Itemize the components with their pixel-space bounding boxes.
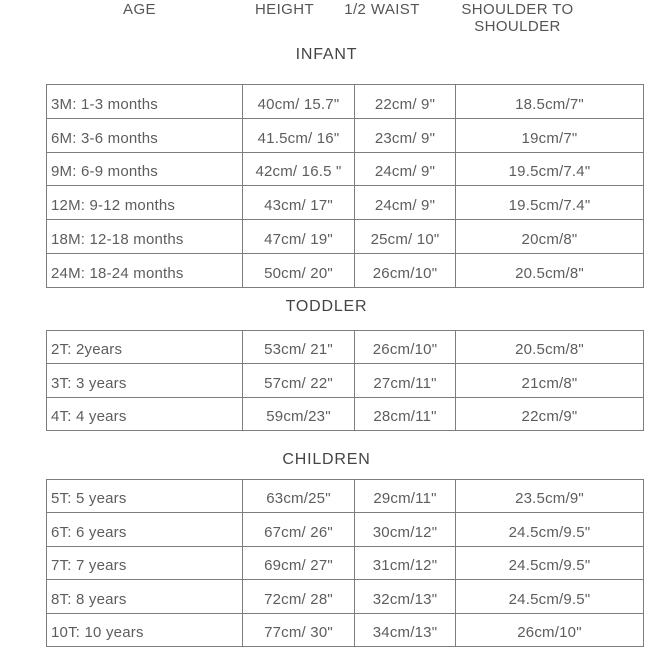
shoulder-cell: 26cm/10" (456, 613, 644, 646)
waist-cell: 22cm/ 9" (355, 85, 456, 119)
table-row (47, 152, 644, 186)
waist-cell: 26cm/10" (355, 331, 456, 364)
waist-cell: 30cm/12" (355, 513, 456, 546)
section-toddler (46, 298, 607, 431)
height-cell: 57cm/ 22" (243, 364, 355, 397)
height-cell: 53cm/ 21" (243, 331, 355, 364)
height-cell: 43cm/ 17" (243, 186, 355, 220)
age-cell: 6T: 6 years (47, 513, 243, 546)
table-row (47, 364, 644, 397)
shoulder-cell: 24.5cm/9.5" (456, 580, 644, 613)
waist-cell: 27cm/11" (355, 364, 456, 397)
shoulder-cell: 20cm/8" (456, 220, 644, 254)
table-row (47, 220, 644, 254)
table-row (47, 397, 644, 430)
table-row (47, 580, 644, 613)
size-table-infant (46, 84, 644, 288)
age-cell: 12M: 9-12 months (47, 186, 243, 220)
age-cell: 2T: 2years (47, 331, 243, 364)
age-cell: 5T: 5 years (47, 480, 243, 513)
column-header-shoulder-to-shoulder: SHOULDER TO SHOULDER (461, 1, 574, 35)
age-cell: 3M: 1-3 months (47, 85, 243, 119)
height-cell: 59cm/23" (243, 397, 355, 430)
table-row (47, 254, 644, 288)
size-table-toddler (46, 330, 644, 431)
shoulder-cell: 19cm/7" (456, 118, 644, 152)
table-row (47, 331, 644, 364)
waist-cell: 24cm/ 9" (355, 186, 456, 220)
waist-cell: 34cm/13" (355, 613, 456, 646)
section-title: CHILDREN (282, 451, 371, 468)
waist-cell: 28cm/11" (355, 397, 456, 430)
shoulder-cell: 21cm/8" (456, 364, 644, 397)
column-header-row (46, 1, 607, 35)
height-cell: 63cm/25" (243, 480, 355, 513)
shoulder-cell: 19.5cm/7.4" (456, 152, 644, 186)
height-cell: 77cm/ 30" (243, 613, 355, 646)
column-header-half-waist: 1/2 WAIST (344, 1, 420, 18)
height-cell: 69cm/ 27" (243, 546, 355, 579)
section-children (46, 451, 607, 647)
table-row (47, 546, 644, 579)
waist-cell: 31cm/12" (355, 546, 456, 579)
age-cell: 18M: 12-18 months (47, 220, 243, 254)
section-infant (46, 46, 607, 288)
age-cell: 9M: 6-9 months (47, 152, 243, 186)
age-cell: 3T: 3 years (47, 364, 243, 397)
age-cell: 4T: 4 years (47, 397, 243, 430)
size-table-children (46, 479, 644, 647)
height-cell: 47cm/ 19" (243, 220, 355, 254)
waist-cell: 29cm/11" (355, 480, 456, 513)
shoulder-cell: 24.5cm/9.5" (456, 513, 644, 546)
shoulder-cell: 19.5cm/7.4" (456, 186, 644, 220)
table-row (47, 480, 644, 513)
table-row (47, 513, 644, 546)
age-cell: 8T: 8 years (47, 580, 243, 613)
table-row (47, 85, 644, 119)
waist-cell: 32cm/13" (355, 580, 456, 613)
waist-cell: 26cm/10" (355, 254, 456, 288)
age-cell: 24M: 18-24 months (47, 254, 243, 288)
age-cell: 6M: 3-6 months (47, 118, 243, 152)
height-cell: 42cm/ 16.5 " (243, 152, 355, 186)
height-cell: 41.5cm/ 16" (243, 118, 355, 152)
column-header-height: HEIGHT (254, 1, 315, 18)
table-row (47, 186, 644, 220)
shoulder-cell: 24.5cm/9.5" (456, 546, 644, 579)
height-cell: 72cm/ 28" (243, 580, 355, 613)
waist-cell: 23cm/ 9" (355, 118, 456, 152)
shoulder-cell: 18.5cm/7" (456, 85, 644, 119)
column-header-age: AGE (123, 1, 156, 18)
section-title: INFANT (295, 46, 358, 63)
shoulder-cell: 20.5cm/8" (456, 254, 644, 288)
waist-cell: 24cm/ 9" (355, 152, 456, 186)
height-cell: 67cm/ 26" (243, 513, 355, 546)
shoulder-cell: 23.5cm/9" (456, 480, 644, 513)
shoulder-cell: 20.5cm/8" (456, 331, 644, 364)
height-cell: 50cm/ 20" (243, 254, 355, 288)
age-cell: 10T: 10 years (47, 613, 243, 646)
age-cell: 7T: 7 years (47, 546, 243, 579)
waist-cell: 25cm/ 10" (355, 220, 456, 254)
height-cell: 40cm/ 15.7" (243, 85, 355, 119)
table-row (47, 118, 644, 152)
section-title: TODDLER (285, 298, 368, 315)
shoulder-cell: 22cm/9" (456, 397, 644, 430)
table-row (47, 613, 644, 646)
